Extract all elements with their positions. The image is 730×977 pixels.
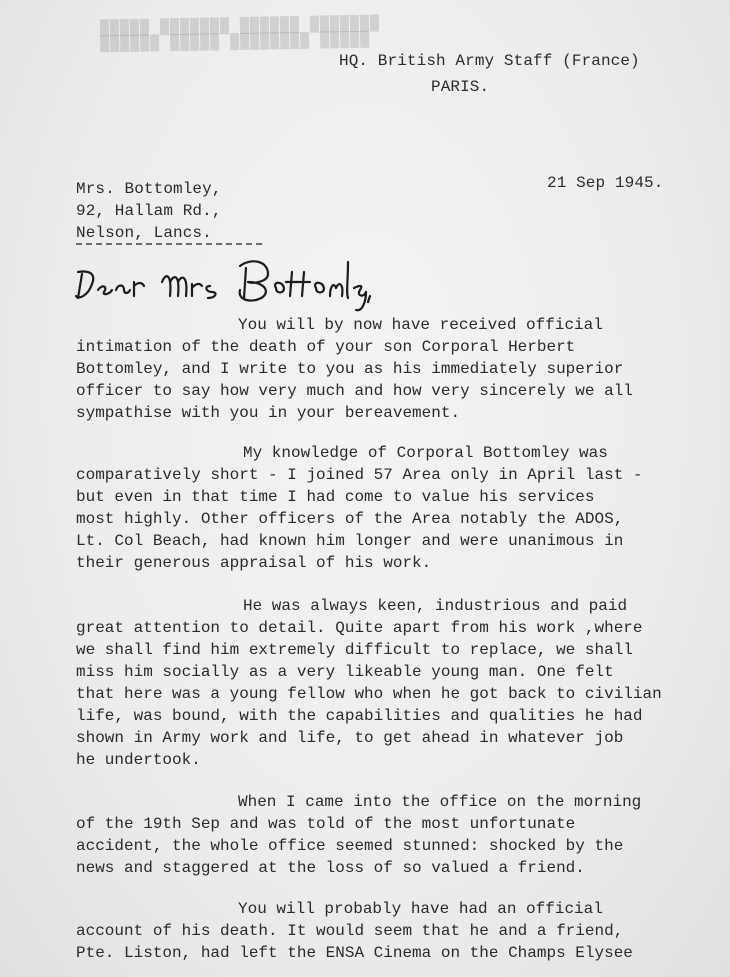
header-city: PARIS. [431,78,490,96]
paragraph-line: When I came into the office on the morning [238,793,642,811]
paragraph-line: officer to say how very much and how very sincerely we all [76,382,633,400]
addressee-street: 92, Hallam Rd., [76,202,222,220]
paragraph-line: You will probably have had an official [238,900,603,918]
paragraph-line: Bottomley, and I write to you as his immediately superior [76,360,624,378]
addressee-name: Mrs. Bottomley, [76,180,222,198]
paragraph-line: comparatively short - I joined 57 Area only in April last - [76,466,643,484]
paragraph-line: intimation of the death of your son Corporal Herbert [76,338,576,356]
paragraph-line: he undertook. [76,751,201,769]
paragraph-line: Pte. Liston, had left the ENSA Cinema on the Champs Elysee [76,944,633,962]
paragraph-line: sympathise with you in your bereavement. [76,404,461,422]
paragraph-line: but even in that time I had come to value his services [76,488,595,506]
letter-date: 21 Sep 1945. [547,174,664,192]
paragraph-line: shown in Army work and life, to get ahead in whatever job [76,729,624,747]
paragraph-line: life, was bound, with the capabilities and qualities he had [76,707,643,725]
paragraph-line: miss him socially as a very likeable young man. One felt [76,663,614,681]
paragraph-line: news and staggered at the loss of so valued a friend. [76,859,585,877]
signature-script-graphic [72,252,372,316]
paragraph-line: You will by now have received official [238,316,603,334]
header-office: HQ. British Army Staff (France) [339,52,640,70]
show-through-text: █████ ███████ ██████ ███████ ██████ █████ ████████ █████ [99,15,381,53]
paragraph-line: of the 19th Sep and was told of the most unfortunate [76,815,576,833]
handwritten-salutation [72,252,372,316]
paragraph-line: most highly. Other officers of the Area notably the ADOS, [76,510,624,528]
paragraph-line: great attention to detail. Quite apart from his work ,where [76,619,643,637]
paragraph-line: My knowledge of Corporal Bottomley was [243,444,608,462]
paragraph-line: accident, the whole office seemed stunned: shocked by the [76,837,624,855]
paragraph-line: Lt. Col Beach, had known him longer and were unanimous in [76,532,624,550]
paragraph-line: that here was a young fellow who when he got back to civilian [76,685,662,703]
paragraph-line: their generous appraisal of his work. [76,554,432,572]
dashed-rule [76,243,262,245]
paragraph-line: account of his death. It would seem that he and a friend, [76,922,624,940]
addressee-town: Nelson, Lancs. [76,224,212,242]
paragraph-line: we shall find him extremely difficult to replace, we shall [76,641,633,659]
paragraph-line: He was always keen, industrious and paid [243,597,628,615]
